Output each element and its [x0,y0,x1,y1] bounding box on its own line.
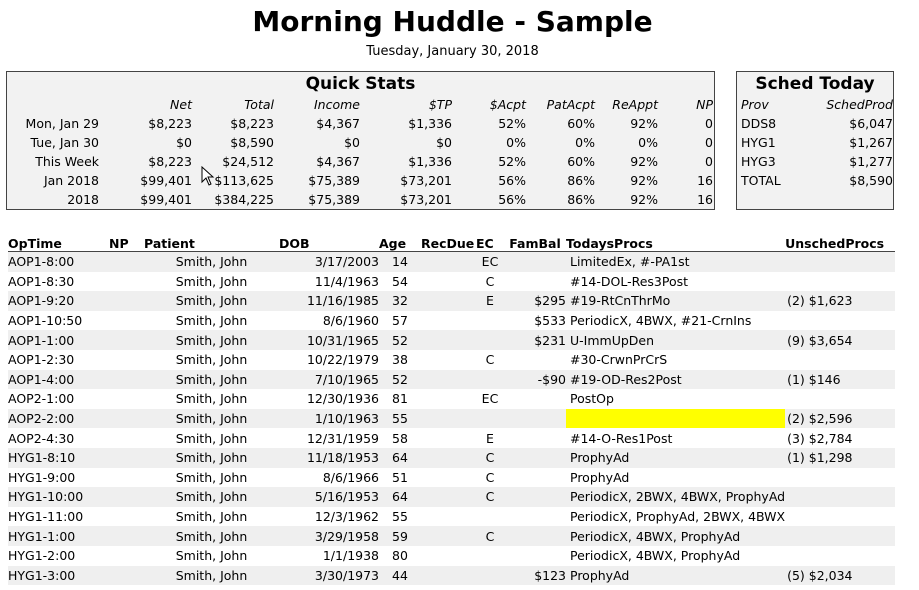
quick-stats-header-cell: $Acpt [489,97,526,112]
quick-stats-period: Mon, Jan 29 [25,116,99,131]
appointment-dob-cell: 12/30/1936 [306,391,379,407]
sched-provider: DDS8 [741,116,777,131]
appointments-header-cell: FamBal [504,235,566,252]
appointment-age-cell: 81 [392,391,408,407]
appointment-ec-cell: C [485,352,495,368]
appointment-todaysprocs-cell: #14-DOL-Res3Post [570,273,689,289]
appointment-row [8,566,895,586]
appointments-header-cell: OpTime [8,235,109,252]
quick-stats-value: 16 [697,192,713,207]
appointment-todaysprocs-cell: PeriodicX, 2BWX, 4BWX, ProphyAd [566,487,785,507]
appointment-recdue-cell [421,507,476,527]
appointment-optime-cell: HYG1-2:00 [8,548,76,564]
appointment-dob-cell: 8/6/1960 [322,313,379,329]
appointment-row [8,291,895,311]
appointment-optime-cell: AOP1-8:00 [8,252,109,272]
appointment-age-cell: 52 [379,330,421,350]
sched-today-title: Sched Today [755,74,875,94]
appointment-ec-cell: C [476,448,504,468]
quick-stats-value: $75,389 [308,173,360,188]
appointment-fambal-cell [504,468,566,488]
appointment-optime-cell: AOP2-1:00 [8,391,75,407]
appointment-fambal-cell: $231 [504,330,566,350]
appointment-unschedprocs-cell: (5) $2,034 [785,566,895,586]
appointment-todaysprocs-cell: U-ImmUpDen [566,330,785,350]
sched-production: $6,047 [849,116,893,131]
quick-stats-value: 92% [630,154,658,169]
quick-stats-row [11,152,713,171]
quick-stats-value: $1,336 [408,154,452,169]
quick-stats-value: $384,225 [214,192,274,207]
appointment-fambal-cell: $123 [504,566,566,586]
appointment-ec-cell: EC [481,391,499,407]
appointment-np-cell [109,370,144,390]
appointment-optime-cell: AOP1-9:20 [8,291,109,311]
quick-stats-header-cell: Total [244,97,274,112]
appointment-fambal-cell: $533 [534,313,566,329]
appointment-row [8,252,895,272]
appointment-dob-cell: 11/16/1985 [279,291,379,311]
appointment-row [8,409,895,429]
appointment-np-cell [109,252,144,272]
appointment-age-cell: 80 [392,548,408,564]
appointment-recdue-cell [421,252,476,272]
appointment-unschedprocs-cell [785,252,895,272]
appointment-dob-cell: 11/18/1953 [279,448,379,468]
appointment-fambal-cell [504,546,566,566]
appointment-unschedprocs-cell: (9) $3,654 [785,330,895,350]
appointment-ec-cell: C [476,526,504,546]
appointment-dob-cell: 7/10/1965 [279,370,379,390]
appointment-fambal-cell [504,428,566,448]
appointment-recdue-cell [421,546,476,566]
appointment-np-cell [109,272,144,292]
quick-stats-header-cell: PatAcpt [546,97,595,112]
appointment-optime-cell: AOP1-1:00 [8,330,109,350]
appointment-ec-cell [476,370,504,390]
appointment-recdue-cell [421,350,476,370]
appointment-todaysprocs-cell: #19-RtCnThrMo [566,291,785,311]
sched-production: $1,267 [849,135,893,150]
appointment-patient-cell: Smith, John [175,469,248,485]
appointment-recdue-cell [421,448,476,468]
appointment-np-cell [109,389,144,409]
appointment-unschedprocs-cell: (1) $146 [785,370,895,390]
appointment-dob-cell: 5/16/1953 [279,487,379,507]
appointment-age-cell: 58 [392,430,408,446]
appointments-header-cell: RecDue [421,235,475,251]
appointment-ec-cell: EC [476,252,504,272]
quick-stats-value: 60% [567,116,595,131]
appointment-age-cell: 38 [392,352,408,368]
appointment-recdue-cell [421,370,476,390]
appointment-patient-cell: Smith, John [144,526,279,546]
quick-stats-value: $99,401 [140,173,192,188]
appointment-ec-cell [476,409,504,429]
appointment-ec-cell [476,566,504,586]
appointment-unschedprocs-cell [785,389,895,409]
quick-stats-header-cell: ReAppt [612,97,658,112]
quick-stats-value: 0% [638,135,658,150]
appointment-dob-cell: 12/3/1962 [314,509,379,525]
quick-stats-title: Quick Stats [305,74,416,94]
appointments-header-cell: Age [379,235,421,252]
appointment-age-cell: 14 [379,252,421,272]
appointment-np-cell [109,487,144,507]
appointment-row [8,311,895,331]
appointment-todaysprocs-cell: PeriodicX, 4BWX, #21-CrnIns [570,313,752,329]
appointment-age-cell: 59 [379,526,421,546]
appointment-unschedprocs-cell [785,468,895,488]
appointment-recdue-cell [421,409,476,429]
quick-stats-panel [6,71,715,210]
quick-stats-value: $0 [344,135,360,150]
appointment-fambal-cell [504,526,566,546]
appointment-np-cell [109,526,144,546]
sched-today-table [741,95,893,190]
appointment-todaysprocs-cell: #30-CrwnPrCrS [570,352,668,368]
appointment-dob-cell: 3/17/2003 [279,252,379,272]
appointment-row [8,330,895,350]
sched-today-row [741,152,893,171]
quick-stats-value: $73,201 [400,192,452,207]
quick-stats-row [11,133,713,152]
appointment-ec-cell: C [476,487,504,507]
appointment-np-cell [109,468,144,488]
appointment-np-cell [109,546,144,566]
appointment-recdue-cell [421,330,476,350]
appointment-optime-cell: AOP1-2:30 [8,352,75,368]
appointment-age-cell: 54 [392,273,408,289]
appointment-dob-cell: 8/6/1966 [322,469,379,485]
appointment-ec-cell: C [485,469,495,485]
quick-stats-value: $8,223 [148,154,192,169]
appointment-age-cell: 52 [379,370,421,390]
appointment-ec-cell: E [476,291,504,311]
appointment-fambal-cell [504,409,566,429]
quick-stats-period: 2018 [67,192,99,207]
sched-production: $8,590 [849,173,893,188]
appointment-np-cell [109,350,144,370]
quick-stats-value: $8,223 [148,116,192,131]
appointment-row [8,546,895,566]
appointment-optime-cell: AOP1-4:00 [8,370,109,390]
quick-stats-table [11,95,713,209]
appointment-optime-cell: HYG1-3:00 [8,566,109,586]
quick-stats-value: $0 [176,135,192,150]
quick-stats-value: $4,367 [316,154,360,169]
appointment-optime-cell: AOP1-8:30 [8,273,75,289]
appointment-row [8,370,895,390]
appointment-optime-cell: HYG1-11:00 [8,509,84,525]
appointment-np-cell [109,448,144,468]
quick-stats-value: $8,223 [230,116,274,131]
appointment-dob-cell: 10/31/1965 [279,330,379,350]
appointment-ec-cell [476,546,504,566]
appointment-fambal-cell [504,507,566,527]
appointment-ec-cell [476,311,504,331]
quick-stats-row [11,190,713,209]
appointment-optime-cell: HYG1-8:10 [8,448,109,468]
appointment-patient-cell: Smith, John [144,448,279,468]
sched-today-row [741,171,893,190]
quick-stats-value: 56% [498,192,526,207]
appointments-header-cell: TodaysProcs [566,235,785,252]
sched-provider: HYG3 [741,154,776,169]
quick-stats-header-cell: Net [170,97,192,112]
appointment-optime-cell: AOP1-10:50 [8,313,83,329]
appointment-age-cell: 64 [379,448,421,468]
quick-stats-value: $75,389 [308,192,360,207]
appointment-row [8,272,895,292]
appointments-header-cell: Patient [144,235,279,252]
appointment-np-cell [109,409,144,429]
sched-today-row [741,133,893,152]
appointment-patient-cell: Smith, John [175,273,248,289]
appointment-unschedprocs-cell [785,272,895,292]
quick-stats-value: $0 [436,135,452,150]
appointment-age-cell: 57 [392,313,408,329]
appointment-optime-cell: HYG1-1:00 [8,526,109,546]
quick-stats-header-cell [11,95,99,114]
sched-production: $1,277 [849,154,893,169]
appointment-dob-cell: 1/10/1963 [279,409,379,429]
appointment-np-cell [109,428,144,448]
sched-today-row [741,114,893,133]
quick-stats-value: $73,201 [400,173,452,188]
appointments-header-cell: NP [109,235,144,252]
appointment-age-cell: 32 [379,291,421,311]
sched-today-panel [736,71,894,210]
appointment-unschedprocs-cell: (1) $1,298 [785,448,895,468]
appointment-optime-cell: HYG1-9:00 [8,469,76,485]
appointment-unschedprocs-cell [785,350,895,370]
quick-stats-period: This Week [35,154,99,169]
appointment-unschedprocs-cell: (2) $2,596 [785,409,895,429]
appointment-todaysprocs-cell: PeriodicX, ProphyAd, 2BWX, 4BWX [570,509,786,525]
quick-stats-value: 52% [498,154,526,169]
appointment-ec-cell: C [485,273,495,289]
quick-stats-value: 52% [498,116,526,131]
appointment-recdue-cell [421,566,476,586]
appointment-patient-cell: Smith, John [144,291,279,311]
appointment-age-cell: 51 [392,469,408,485]
appointment-row [8,526,895,546]
appointments-table [8,235,895,585]
appointment-unschedprocs-cell [785,487,895,507]
appointment-fambal-cell [504,448,566,468]
quick-stats-value: 92% [630,192,658,207]
appointment-patient-cell: Smith, John [144,487,279,507]
appointment-patient-cell: Smith, John [144,252,279,272]
appointment-fambal-cell [504,272,566,292]
report-date: Tuesday, January 30, 2018 [366,44,539,59]
appointment-dob-cell: 10/22/1979 [306,352,379,368]
appointment-np-cell [109,507,144,527]
appointment-row [8,487,895,507]
quick-stats-value: 0% [575,135,595,150]
quick-stats-value: 0 [705,116,713,131]
appointment-np-cell [109,566,144,586]
appointment-dob-cell: 12/31/1959 [306,430,379,446]
quick-stats-row [11,171,713,190]
sched-provider: TOTAL [741,173,781,188]
appointment-row [8,428,895,448]
quick-stats-value: 86% [567,192,595,207]
appointment-ec-cell [476,330,504,350]
quick-stats-value: $8,590 [230,135,274,150]
appointment-todaysprocs-cell: PostOp [570,391,614,407]
appointment-fambal-cell [504,350,566,370]
appointment-patient-cell: Smith, John [144,409,279,429]
appointment-recdue-cell [421,311,476,331]
appointment-dob-cell: 11/4/1963 [314,273,379,289]
mouse-pointer-icon [201,166,215,186]
appointment-todaysprocs-cell: ProphyAd [566,448,785,468]
appointment-fambal-cell [504,389,566,409]
appointment-dob-cell: 3/30/1973 [279,566,379,586]
quick-stats-value: 16 [697,173,713,188]
appointment-np-cell [109,330,144,350]
appointment-recdue-cell [421,428,476,448]
quick-stats-row [11,114,713,133]
quick-stats-value: 92% [630,173,658,188]
page-title: Morning Huddle - Sample [252,5,653,38]
appointment-recdue-cell [421,291,476,311]
appointment-recdue-cell [421,389,476,409]
appointment-fambal-cell [504,487,566,507]
appointment-patient-cell: Smith, John [175,313,248,329]
appointment-age-cell: 55 [392,509,408,525]
quick-stats-value: 92% [630,116,658,131]
quick-stats-value: $1,336 [408,116,452,131]
appointment-fambal-cell: -$90 [504,370,566,390]
appointment-age-cell: 55 [379,409,421,429]
appointment-patient-cell: Smith, John [175,391,248,407]
appointment-unschedprocs-cell [785,311,895,331]
appointment-todaysprocs-cell [566,409,785,429]
appointment-unschedprocs-cell [785,507,895,527]
appointment-dob-cell: 3/29/1958 [279,526,379,546]
appointment-unschedprocs-cell [785,526,895,546]
appointment-todaysprocs-cell: ProphyAd [566,566,785,586]
appointment-unschedprocs-cell [785,546,895,566]
quick-stats-value: $99,401 [140,192,192,207]
appointment-row [8,350,895,370]
appointment-optime-cell: AOP2-4:30 [8,430,75,446]
appointment-patient-cell: Smith, John [144,330,279,350]
appointment-row [8,448,895,468]
appointment-row [8,389,895,409]
sched-provider: HYG1 [741,135,776,150]
appointment-unschedprocs-cell: (3) $2,784 [787,430,853,446]
appointment-todaysprocs-cell: PeriodicX, 4BWX, ProphyAd [570,548,741,564]
appointment-patient-cell: Smith, John [144,566,279,586]
quick-stats-period: Jan 2018 [43,173,99,188]
appointment-row [8,507,895,527]
quick-stats-value: $113,625 [214,173,274,188]
appointment-np-cell [109,311,144,331]
appointment-age-cell: 64 [379,487,421,507]
appointment-optime-cell: AOP2-2:00 [8,409,109,429]
appointment-patient-cell: Smith, John [144,370,279,390]
quick-stats-period: Tue, Jan 30 [30,135,99,150]
appointment-todaysprocs-cell: #19-OD-Res2Post [566,370,785,390]
quick-stats-header-cell: NP [696,97,713,112]
appointment-optime-cell: HYG1-10:00 [8,487,109,507]
appointment-np-cell [109,291,144,311]
quick-stats-value: 86% [567,173,595,188]
appointment-todaysprocs-cell: PeriodicX, 4BWX, ProphyAd [566,526,785,546]
appointments-header-cell: UnschedProcs [785,235,895,252]
quick-stats-value: 0 [705,154,713,169]
appointment-recdue-cell [421,272,476,292]
appointment-patient-cell: Smith, John [175,548,248,564]
appointment-recdue-cell [421,468,476,488]
appointment-recdue-cell [421,487,476,507]
appointment-unschedprocs-cell: (2) $1,623 [785,291,895,311]
quick-stats-header-cell: $TP [428,97,452,112]
quick-stats-header-cell: Income [314,97,360,112]
sched-today-header-cell: Prov [741,97,769,112]
sched-today-header-cell: SchedProd [826,97,893,112]
appointment-patient-cell: Smith, John [175,509,248,525]
quick-stats-value: 56% [498,173,526,188]
appointment-recdue-cell [421,526,476,546]
appointment-fambal-cell [504,252,566,272]
appointment-ec-cell [476,507,504,527]
appointments-header-cell: EC [476,235,504,252]
appointment-dob-cell: 1/1/1938 [322,548,379,564]
appointment-patient-cell: Smith, John [175,430,248,446]
appointment-ec-cell: E [486,430,494,446]
appointment-todaysprocs-cell: ProphyAd [570,469,630,485]
quick-stats-value: 0% [506,135,526,150]
quick-stats-value: $24,512 [222,154,274,169]
quick-stats-value: 0 [705,135,713,150]
appointment-age-cell: 44 [379,566,421,586]
appointment-patient-cell: Smith, John [175,352,248,368]
quick-stats-value: $4,367 [316,116,360,131]
appointments-header-cell: DOB [279,235,379,252]
quick-stats-value: 60% [567,154,595,169]
appointment-fambal-cell: $295 [504,291,566,311]
appointment-row [8,468,895,488]
appointment-todaysprocs-cell: #14-O-Res1Post [570,430,673,446]
appointment-todaysprocs-cell: LimitedEx, #-PA1st [566,252,785,272]
